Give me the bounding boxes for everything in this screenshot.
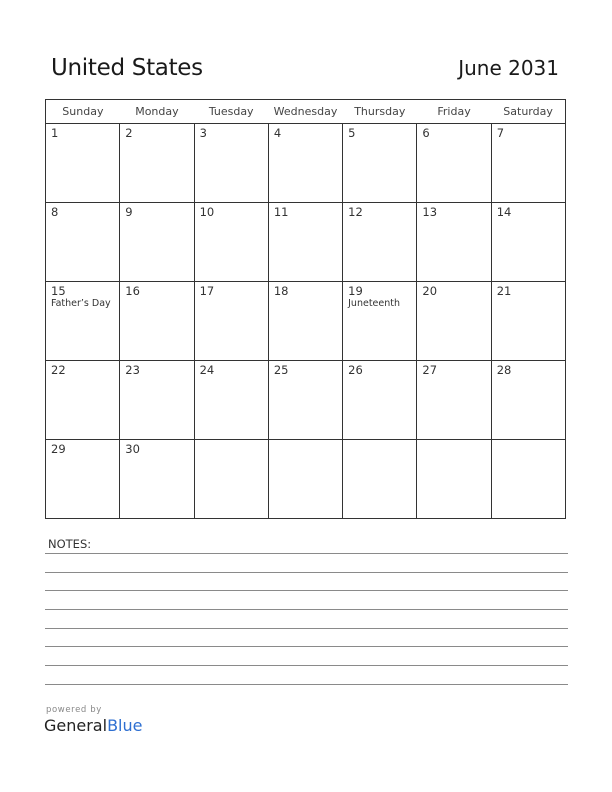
day-cell <box>417 203 491 282</box>
week-row <box>46 361 566 440</box>
day-cell <box>343 203 417 282</box>
day-cell <box>194 124 268 203</box>
day-number: 7 <box>496 126 505 140</box>
day-cell <box>46 124 120 203</box>
holiday-label: Juneteenth <box>348 298 400 309</box>
weekday-header: Wednesday <box>268 100 342 124</box>
day-cell <box>491 282 565 361</box>
day-number: 26 <box>348 363 363 377</box>
day-cell <box>194 203 268 282</box>
day-number: 29 <box>51 442 66 456</box>
weekday-header: Thursday <box>343 100 417 124</box>
notes-line <box>45 553 568 554</box>
day-number: 17 <box>199 284 215 298</box>
day-number: 14 <box>496 205 512 219</box>
day-cell <box>120 124 194 203</box>
day-cell <box>194 361 268 440</box>
day-number: 4 <box>273 126 282 140</box>
brand-blue-text: Blue <box>107 716 143 735</box>
day-number: 1 <box>51 126 59 140</box>
day-number: 23 <box>125 363 140 377</box>
day-cell <box>268 124 342 203</box>
day-number: 3 <box>199 126 207 140</box>
day-number: 30 <box>125 442 140 456</box>
notes-line <box>45 646 568 647</box>
week-row <box>46 203 566 282</box>
day-cell <box>120 203 194 282</box>
day-number: 10 <box>199 205 215 219</box>
notes-line <box>45 665 568 666</box>
day-number: 9 <box>125 205 133 219</box>
day-cell <box>417 440 491 519</box>
notes-line <box>45 590 568 591</box>
day-cell <box>268 361 342 440</box>
week-row <box>46 282 566 361</box>
day-cell <box>46 440 120 519</box>
notes-label: NOTES: <box>48 537 92 551</box>
day-number: 12 <box>348 205 363 219</box>
day-cell <box>268 282 342 361</box>
day-number: 11 <box>273 205 289 219</box>
notes-line <box>45 609 568 610</box>
day-number: 25 <box>273 363 289 377</box>
day-number: 24 <box>199 363 215 377</box>
day-number: 28 <box>496 363 512 377</box>
notes-line <box>45 684 568 685</box>
day-cell <box>343 440 417 519</box>
day-number: 13 <box>422 205 438 219</box>
day-number: 21 <box>496 284 512 298</box>
day-cell <box>268 203 342 282</box>
day-cell <box>120 440 194 519</box>
day-cell <box>417 282 491 361</box>
day-cell <box>491 124 565 203</box>
day-cell <box>268 440 342 519</box>
day-cell <box>417 361 491 440</box>
day-cell <box>491 440 565 519</box>
day-cell <box>417 124 491 203</box>
day-number: 16 <box>125 284 140 298</box>
day-cell <box>343 124 417 203</box>
day-number: 15 <box>51 284 66 298</box>
notes-line <box>45 628 568 629</box>
notes-line <box>45 572 568 573</box>
day-cell <box>491 203 565 282</box>
weekday-header-row <box>46 100 566 124</box>
day-number: 2 <box>125 126 133 140</box>
day-cell <box>120 282 194 361</box>
week-row <box>46 124 566 203</box>
generalblue-logo <box>44 716 142 735</box>
powered-by-text: powered by <box>46 705 102 715</box>
day-cell <box>343 282 417 361</box>
page-title: United States <box>51 55 203 81</box>
day-number: 18 <box>273 284 289 298</box>
day-number: 22 <box>51 363 66 377</box>
day-number: 20 <box>422 284 438 298</box>
day-number: 6 <box>422 126 430 140</box>
day-cell <box>491 361 565 440</box>
day-cell <box>46 203 120 282</box>
day-cell <box>46 361 120 440</box>
month-year-label: June 2031 <box>458 56 559 80</box>
calendar-grid <box>45 99 566 519</box>
weekday-header: Saturday <box>491 100 565 124</box>
day-cell <box>194 282 268 361</box>
weekday-header: Tuesday <box>194 100 268 124</box>
day-number: 19 <box>348 284 363 298</box>
weekday-header: Sunday <box>46 100 120 124</box>
holiday-label: Father’s Day <box>51 298 111 309</box>
weekday-header: Friday <box>417 100 491 124</box>
day-number: 27 <box>422 363 438 377</box>
day-cell <box>194 440 268 519</box>
day-cell <box>343 361 417 440</box>
weekday-header: Monday <box>120 100 194 124</box>
brand-general-text: General <box>44 716 108 735</box>
week-row <box>46 440 566 519</box>
day-cell <box>46 282 120 361</box>
day-number: 5 <box>348 126 356 140</box>
day-number: 8 <box>51 205 59 219</box>
day-cell <box>120 361 194 440</box>
